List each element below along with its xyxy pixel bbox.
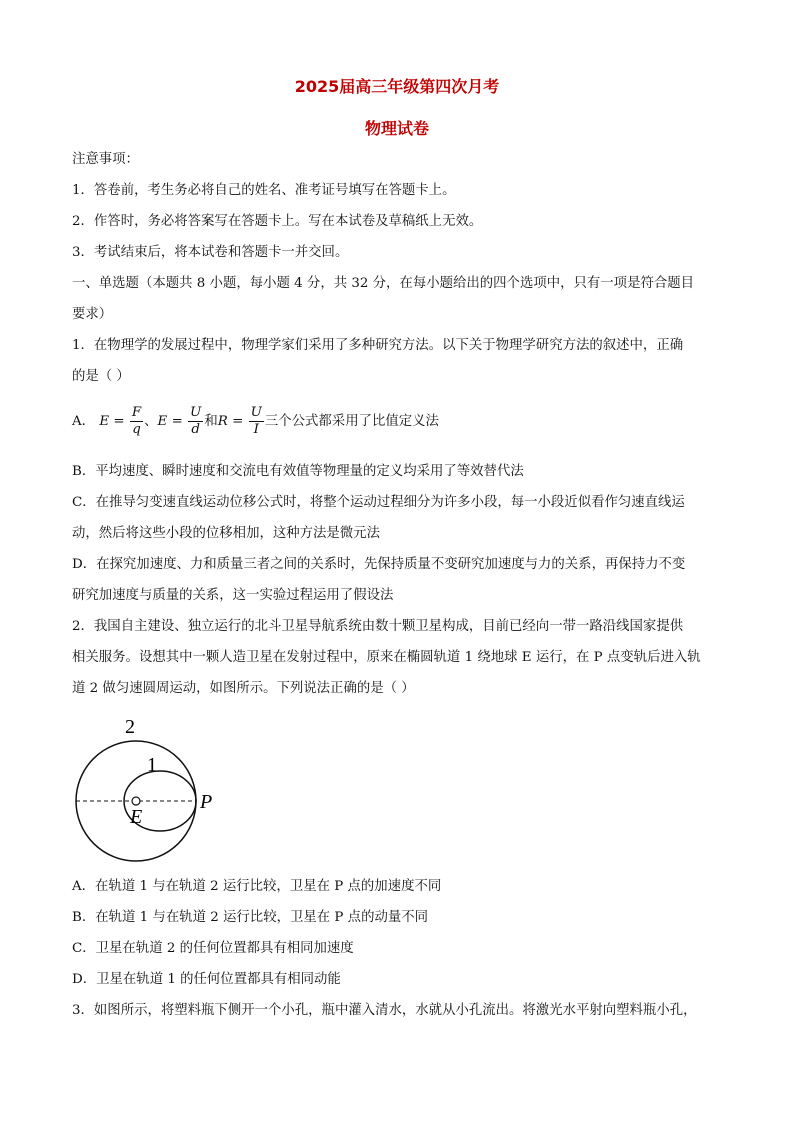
q2-stem-cont: 相关服务。设想其中一颗人造卫星在发射过程中，原来在椭圆轨道 1 绕地球 E 运行，在 P 点变轨后进入轨 — [72, 650, 701, 665]
notice-item-2: 2．作答时，务必将答案写在答题卡上。写在本试卷及草稿纸上无效。 — [72, 214, 483, 229]
q1-option-c: C．在推导匀变速直线运动位移公式时，将整个运动过程细分为许多小段，每一小段近似看作匀速直线运 — [72, 495, 685, 510]
orbit-diagram — [72, 712, 232, 862]
section-heading-cont: 要求） — [72, 307, 113, 322]
formula-var: E — [157, 414, 168, 429]
q1-option-a: A． E = $\frac{F}{q}$ 、E = $\frac{U}{d}$ 和R = $\frac{U}{I}$ 三个公式都采用了比值定义法 — [72, 405, 439, 437]
q2-option-a: A．在轨道 1 与在轨道 2 运行比较，卫星在 P 点的加速度不同 — [72, 879, 442, 894]
notice-heading: 注意事项： — [72, 152, 139, 167]
option-text: 三个公式都采用了比值定义法 — [264, 414, 439, 429]
earth-dot — [132, 797, 140, 805]
q1-stem: 1．在物理学的发展过程中，物理学家们采用了多种研究方法。以下关于物理学研究方法的叙述中，正确 — [72, 338, 684, 353]
point-p-label: P — [200, 791, 213, 813]
conjunction: 和 — [204, 414, 218, 429]
q2-option-b: B．在轨道 1 与在轨道 2 运行比较，卫星在 P 点的动量不同 — [72, 910, 429, 925]
q1-option-b: B．平均速度、瞬时速度和交流电有效值等物理量的定义均采用了等效替代法 — [72, 464, 524, 479]
fraction-f-over-q: $\frac{F}{q}$ — [131, 405, 142, 437]
separator: 、 — [144, 414, 158, 429]
q3-stem: 3．如图所示，将塑料瓶下侧开一个小孔，瓶中灌入清水，水就从小孔流出。将激光水平射向塑料瓶小孔， — [72, 1003, 697, 1018]
q2-stem: 2．我国自主建设、独立运行的北斗卫星导航系统由数十颗卫星构成，目前已经向一带一路沿线国家提供 — [72, 619, 684, 634]
exam-title: 2025届高三年级第四次月考 — [294, 77, 500, 96]
q2-stem-cont2: 道 2 做匀速圆周运动，如图所示。下列说法正确的是（ ） — [72, 681, 415, 696]
section-heading: 一、单选题（本题共 8 小题，每小题 4 分，共 32 分，在每小题给出的四个选项中，只有一项是符合题目 — [72, 276, 695, 291]
fraction-u-over-d: $\frac{U}{d}$ — [190, 405, 202, 437]
q2-option-d: D．卫星在轨道 1 的任何位置都具有相同动能 — [72, 972, 341, 987]
fraction-u-over-i: $\frac{U}{I}$ — [250, 405, 262, 437]
notice-item-3: 3．考试结束后，将本试卷和答题卡一并交回。 — [72, 245, 349, 260]
exam-subtitle: 物理试卷 — [364, 119, 429, 138]
q1-option-d-cont: 研究加速度与质量的关系，这一实验过程运用了假设法 — [72, 588, 394, 603]
q1-option-d: D．在探究加速度、力和质量三者之间的关系时，先保持质量不变研究加速度与力的关系，再保持力不变 — [72, 557, 686, 572]
earth-label: E — [130, 806, 143, 828]
orbit-1-label: 1 — [147, 754, 157, 776]
notice-item-1: 1．答卷前，考生务必将自己的姓名、准考证号填写在答题卡上。 — [72, 183, 456, 198]
orbit-2-label: 2 — [125, 716, 135, 738]
option-label: A． — [72, 414, 96, 429]
q1-stem-cont: 的是（ ） — [72, 369, 130, 384]
q2-option-c: C．卫星在轨道 2 的任何位置都具有相同加速度 — [72, 941, 354, 956]
formula-var: E — [99, 414, 110, 429]
formula-var: R — [217, 414, 228, 429]
q1-option-c-cont: 动，然后将这些小段的位移相加，这种方法是微元法 — [72, 526, 380, 541]
